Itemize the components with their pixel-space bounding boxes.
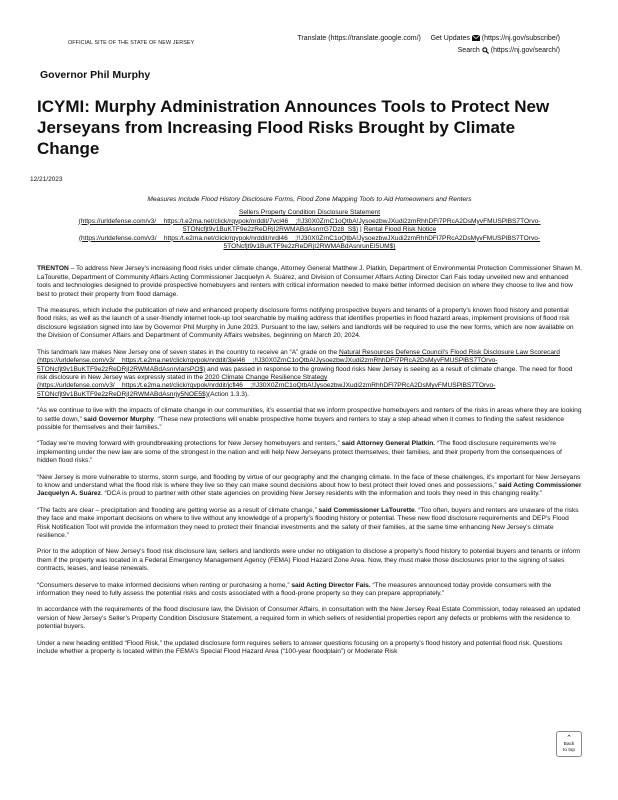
quote-attorney-general — [37, 440, 582, 465]
quote-text-a: “As we continue to live with the impacts of climate change in our communities, it’s essential that we inform prospective homebuyers and renters of the risks in areas where they are looking to settle down,” — [37, 407, 582, 423]
form-links — [37, 209, 582, 251]
quote-attribution: said Commissioner LaTourette — [318, 506, 415, 514]
quote-text-c: “The flood disclosure requirements we’re implementing under the new law are some of the strongest in the nation and will help New Jerseyans protect themselves, their families, and their property from the consequences of hidden flood risks.” — [37, 440, 562, 465]
paragraph-measures: The measures, which include the publication of new and enhanced property disclosure forms notifying prospective buyers and tenants of a property’s known flood history and potential flood risks, as well as the launch of a user-friendly internet look-up tool searchable by mailing address that identifies properties in flood hazard areas, implement provisions of flood risk disclosure legislation signed into law by Governor Phil Murphy in June 2023. Pursuant to the law, sellers and landlords will be required to use the new forms, which are now available on the Division of Consumer Affairs and Department of Community Affairs websites, beginning on March 20, 2024. — [37, 307, 574, 340]
quote-text-c: . “DCA is proud to partner with other state agencies on providing New Jersey residents with the information and tools they need in this changing reality.” — [100, 490, 543, 498]
link-separator: | — [358, 226, 364, 234]
quote-text-a: “New Jersey is more vulnerable to storms, storm surge, and flooding by virtue of our geography and the changing climate. In the face of these challenges, it’s important for New Jerseyans to know and understand what the flood risk is where they live so they can make sound decisions about how to best protect their loved ones and possessions,” — [37, 473, 581, 489]
quote-text-a: “Today we’re moving forward with groundbreaking protections for New Jersey homebuyers and renters,” — [37, 440, 342, 448]
back-to-top-button[interactable] — [556, 731, 582, 757]
intro-text: – To address New Jersey’s increasing flood risks under climate change, Attorney General Matthew J. Platkin, Department of Environmental Protection Commissioner Shawn M. LaTourette, Department of Community Affairs Acting Commissioner Jacquelyn A. Suárez, and Division of Consumer Affairs Acting Director Cari Fais today unveiled new and enhanced tools and technologies designed to provide prospective homebuyers and renters with critical information needed to make better informed decision on where they choose to live and how best to protect their property from flood damage. — [37, 265, 582, 298]
top-bar — [0, 0, 618, 60]
article-body — [37, 196, 582, 664]
arrow-up-icon: ⌃ — [566, 735, 572, 742]
paragraph-prior-law: Prior to the adoption of New Jersey’s flood risk disclosure law, sellers and landlords were under no obligation to disclose a property’s flood history to potential buyers and tenants or inform them if the property was located in a Federal Emergency Management Agency (FEMA) Flood Hazard Zone Area. Now, they must make those disclosures prior to the signing of sales contracts, leases, and lease renewals. — [37, 548, 581, 573]
landmark-text-c: (Action 1.3.3). — [207, 390, 249, 398]
quote-attribution: said Attorney General Platkin. — [341, 440, 436, 448]
quote-dep-commissioner — [37, 507, 582, 541]
utility-links — [297, 33, 560, 57]
sellers-disclosure-link[interactable]: Sellers Property Condition Disclosure Statement — [238, 209, 381, 217]
quote-attribution: said Acting Commissioner Jacquelyn A. Suárez — [37, 481, 582, 498]
quote-text-c: . “Too often, buyers and renters are unaware of the risks they face and make important decisions on where to live without any knowledge of a property’s flooding history or potential. These new flood disclosure requirements and DEP’s Flood Risk Notification Tool will provide the information they need to protect their financial investments and the safety of their families, at the same time enhancing New Jersey’s climate resilience.” — [37, 506, 579, 539]
back-to-top-label-2: to top — [562, 747, 575, 753]
landmark-text-a: This landmark law makes New Jersey one of seven states in the country to receive an “A” grade on the — [37, 348, 339, 356]
search-label: Search — [457, 47, 480, 54]
search-url: (https://nj.gov/search/) — [490, 47, 560, 54]
sellers-disclosure-url[interactable]: (https://urldefense.com/v3/__https:/t.e2ma.net/click/rqvpok/nrddit/7vcl46__;!!J30X0ZrnC1oQtbA!JysoezbwJXudi2zmRhhDFl7PRcA2DsMyvFMUSPlBS7TOrvo-5TONcfjt9v1BuKTF9e2zReDRjI2RWMABdAsnrrG7Dz8_S$) — [78, 217, 541, 234]
press-release-date: 12/21/2023 — [30, 176, 63, 183]
landmark-text-b: and was passed in response to the growing flood risks New Jersey is seeing as a result of climate change. The need for flood risk disclosure in New Jersey was expressly stated in the — [37, 365, 573, 381]
paragraph-landmark-law — [37, 349, 582, 399]
paragraph-flood-risk-heading: Under a new heading entitled “Flood Risk,” the updated disclosure form requires sellers to answer questions focusing on a property’s flood history and potential flood risk. Questions include whether a property is located within the FEMA’s Special Flood Hazard Area (“100-year floodplain”) or Moderate Risk — [37, 639, 563, 656]
paragraph-intro — [37, 265, 582, 299]
quote-text-a: “The facts are clear – precipitation and flooding are getting worse as a result of climate change,” — [37, 506, 319, 514]
search-icon — [482, 47, 489, 54]
page-title: ICYMI: Murphy Administration Announces Tools to Protect New Jerseyans from Increasing Flood Risks Brought by Climate Change — [37, 97, 550, 158]
quote-text-c: “The measures announced today provide consumers with the information they need to fully assess the potential risks and costs associated with a flood-prone property so they can prepare appropriately.” — [37, 581, 552, 598]
governor-name[interactable]: Governor Phil Murphy — [40, 69, 151, 81]
get-updates-link[interactable] — [431, 35, 560, 42]
get-updates-url: (https://nj.gov/subscribe/) — [481, 35, 560, 42]
quote-governor — [37, 407, 582, 432]
back-to-top-label: Back — [563, 742, 575, 747]
quote-attribution: said Governor Murphy — [83, 415, 154, 423]
official-site-label: OFFICIAL SITE OF THE STATE OF NEW JERSEY — [68, 40, 195, 46]
dateline: TRENTON — [37, 265, 69, 273]
nrdc-scorecard-link[interactable]: Natural Resources Defense Council’s Flood Risk Disclosure Law Scorecard — [339, 348, 560, 356]
nrdc-scorecard-url[interactable]: (https://urldefense.com/v3/__https:/t.e2ma.net/click/rqvpok/nrddit/3jel46__;!!J30X0ZrnC1oQtbA!JysoezbwJXudi2zmRhhDFl7PRcA2DsMyvFMUSPlBS7TOrvo-5TONcfjt9v1BuKTF9e2zReDRjI2RWMABdAsnrvIarsPO$) — [37, 357, 498, 373]
search-link[interactable] — [458, 47, 560, 54]
quote-text-a: “Consumers deserve to make informed decisions when renting or purchasing a home,” — [37, 581, 292, 589]
resilience-strategy-link[interactable]: 2020 Climate Change Resilience Strategy — [204, 373, 328, 381]
paragraph-disclosure-statement: In accordance with the requirements of the flood disclosure law, the Division of Consumer Affairs, in consultation with the New Jersey Real Estate Commission, today released an updated version of New Jersey’s Seller’s Property Condition Disclosure Statement, a required form in which sellers of residential properties report any defects or problems with the residence to potential buyers. — [37, 606, 581, 631]
rental-flood-risk-link[interactable]: Rental Flood Risk Notice — [363, 226, 437, 234]
rental-flood-risk-url[interactable]: (https://urldefense.com/v3/__https:/t.e2ma.net/click/rqvpok/nrddit/nrdl46__;!!J30X0ZrnC1oQtbA!JysoezbwJXudi2zmRhhDFl7PRcA2DsMyvFMUSPlBS7TOrvo-5TONcfjt9v1BuKTF9e2zReDRjI2RWMABdAsnrunEI5UM$) — [78, 234, 541, 251]
quote-attribution: said Acting Director Fais. — [291, 581, 371, 589]
quote-dca-commissioner — [37, 474, 582, 499]
resilience-strategy-url[interactable]: (https://urldefense.com/v3/__https:/t.e2ma.net/click/rqvpok/nrddit/jcfl46__;!!J30X0ZrnC1oQtbA!JysoezbwJXudi2zmRhhDFl7PRcA2DsMyvFMUSPlBS7TOrvo-5TONcfjt9v1BuKTF9e2zReDRjI2RWMABdAsnrjy5NOE5$) — [37, 382, 496, 398]
mail-icon — [472, 35, 480, 41]
quote-text-c: . “These new protections will enable prospective home buyers and renters to stay a step ahead when it comes to finding the safest residence possible for themselves and their families.” — [37, 415, 565, 431]
translate-link[interactable]: Translate (https://translate.google.com/) — [297, 35, 421, 42]
quote-consumer-affairs — [37, 582, 582, 599]
article-subtitle: Measures Include Flood History Disclosure Forms, Flood Zone Mapping Tools to Aid Homeowners and Renters — [147, 196, 472, 203]
get-updates-label: Get Updates — [430, 35, 470, 42]
